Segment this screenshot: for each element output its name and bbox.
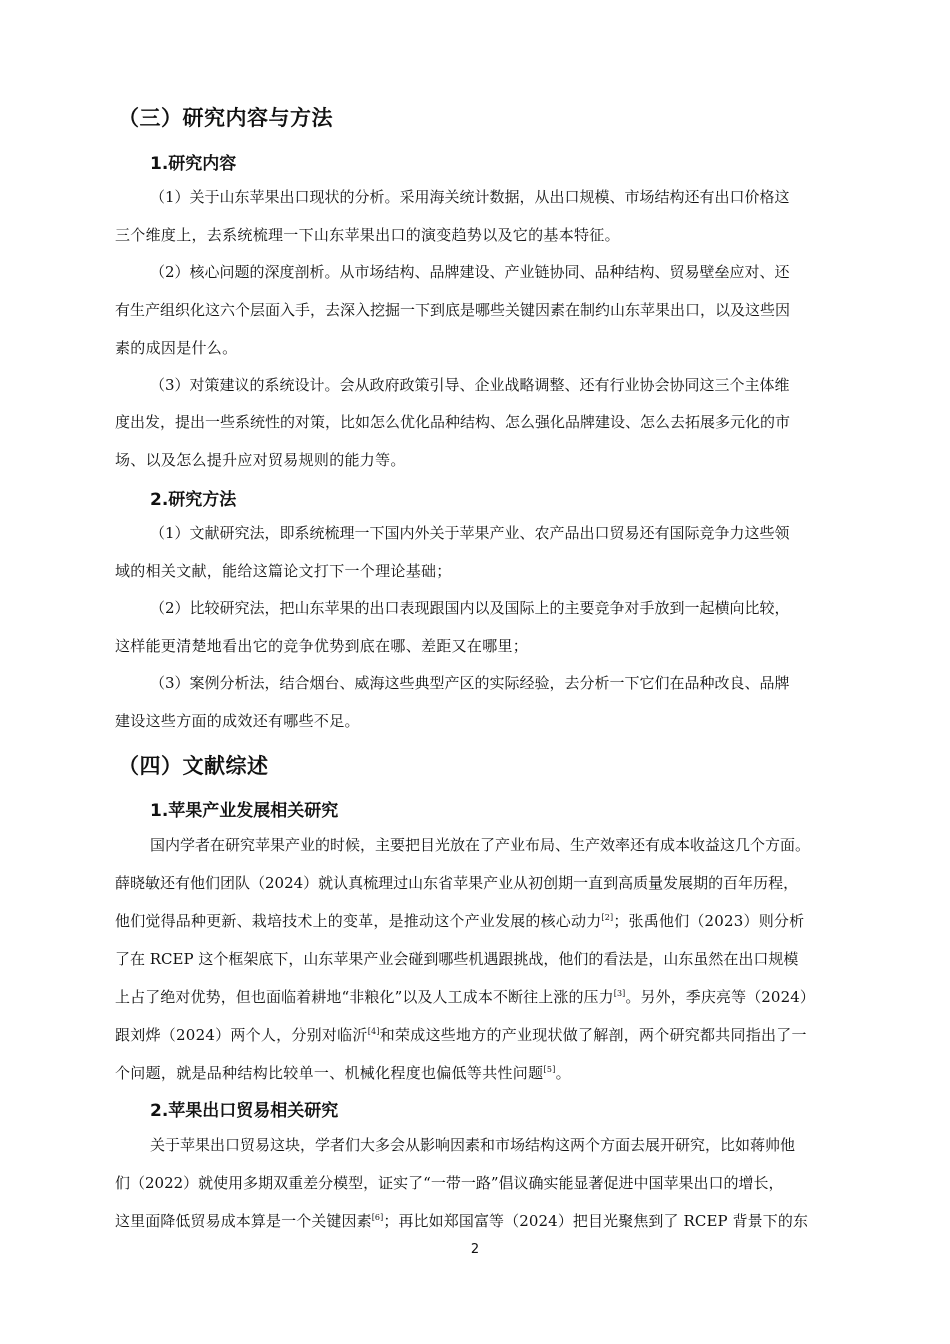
paragraph-line: 场、以及怎么提升应对贸易规则的能力等。 bbox=[115, 451, 406, 469]
subheading-apple-industry: 1.苹果产业发展相关研究 bbox=[150, 801, 339, 821]
text-run: 这里面降低贸易成本算是一个关键因素 bbox=[115, 1212, 372, 1230]
page-number: 2 bbox=[470, 1242, 480, 1257]
text-run: ；张禹他们（2023）则分析 bbox=[613, 912, 805, 930]
text-run: 和荣成这些地方的产业现状做了解剖，两个研究都共同指出了一 bbox=[379, 1026, 807, 1044]
subheading-research-content: 1.研究内容 bbox=[150, 154, 237, 174]
paragraph-line: 素的成因是什么。 bbox=[115, 339, 238, 357]
text-run: 个问题，就是品种结构比较单一、机械化程度也偏低等共性问题 bbox=[115, 1064, 544, 1082]
text-run: 跟刘烨（2024）两个人，分别对临沂 bbox=[115, 1026, 368, 1044]
paragraph-line bbox=[115, 986, 860, 1007]
paragraph-line: （2）比较研究法，把山东苹果的出口表现跟国内以及国际上的主要竞争对手放到一起横向比较， bbox=[150, 599, 790, 617]
paragraph-line: 这样能更清楚地看出它的竞争优势到底在哪、差距又在哪里； bbox=[115, 637, 529, 655]
citation-ref: [5] bbox=[543, 1065, 556, 1074]
paragraph-line bbox=[115, 1210, 860, 1231]
paragraph-line: 国内学者在研究苹果产业的时候，主要把目光放在了产业布局、生产效率还有成本收益这几个方面。 bbox=[150, 836, 811, 854]
paragraph-line: 度出发，提出一些系统性的对策，比如怎么优化品种结构、怎么强化品牌建设、怎么去拓展多元化的市 bbox=[115, 413, 791, 431]
citation-ref: [4] bbox=[367, 1027, 380, 1036]
paragraph-line: （1）关于山东苹果出口现状的分析。采用海关统计数据，从出口规模、市场结构还有出口价格这 bbox=[150, 188, 790, 206]
text-run: 他们觉得品种更新、栽培技术上的变革，是推动这个产业发展的核心动力 bbox=[115, 912, 602, 930]
paragraph-line bbox=[115, 1024, 860, 1045]
text-run: ；再比如郑国富等（2024）把目光聚焦到了 RCEP 背景下的东 bbox=[383, 1212, 809, 1230]
text-run: 。另外，季庆亮等（2024） bbox=[625, 988, 815, 1006]
citation-ref: [6] bbox=[371, 1213, 384, 1222]
paragraph-line: （2）核心问题的深度剖析。从市场结构、品牌建设、产业链协同、品种结构、贸易壁垒应对、还 bbox=[150, 263, 790, 281]
citation-ref: [3] bbox=[613, 989, 626, 998]
paragraph-line: 了在 RCEP 这个框架底下，山东苹果产业会碰到哪些机遇跟挑战，他们的看法是，山东虽然在出口规模 bbox=[115, 950, 799, 968]
paragraph-line: 们（2022）就使用多期双重差分模型，证实了“一带一路”倡议确实能显著促进中国苹果出口的增长， bbox=[115, 1174, 784, 1192]
paragraph-line: 域的相关文献，能给这篇论文打下一个理论基础； bbox=[115, 562, 452, 580]
subheading-apple-export: 2.苹果出口贸易相关研究 bbox=[150, 1101, 339, 1121]
subheading-research-method: 2.研究方法 bbox=[150, 490, 237, 510]
paragraph-line: 三个维度上，去系统梳理一下山东苹果出口的演变趋势以及它的基本特征。 bbox=[115, 226, 620, 244]
paragraph-line: 建设这些方面的成效还有哪些不足。 bbox=[115, 712, 360, 730]
paragraph-line bbox=[115, 1062, 571, 1083]
paragraph-line: 薛晓敏还有他们团队（2024）就认真梳理过山东省苹果产业从初创期一直到高质量发展期的百年历程， bbox=[115, 874, 799, 892]
section-heading-4: （四）文献综述 bbox=[118, 754, 269, 778]
section-heading-3: （三）研究内容与方法 bbox=[118, 106, 333, 130]
paragraph-line: （3）案例分析法，结合烟台、威海这些典型产区的实际经验，去分析一下它们在品种改良、品牌 bbox=[150, 674, 790, 692]
text-run: 。 bbox=[555, 1064, 571, 1082]
text-run: 上占了绝对优势，但也面临着耕地“非粮化”以及人工成本不断往上涨的压力 bbox=[115, 988, 614, 1006]
paragraph-line: 关于苹果出口贸易这块，学者们大多会从影响因素和市场结构这两个方面去展开研究，比如蒋帅他 bbox=[150, 1136, 796, 1154]
paragraph-line: （3）对策建议的系统设计。会从政府政策引导、企业战略调整、还有行业协会协同这三个主体维 bbox=[150, 376, 790, 394]
paragraph-line: （1）文献研究法，即系统梳理一下国内外关于苹果产业、农产品出口贸易还有国际竞争力这些领 bbox=[150, 524, 790, 542]
citation-ref: [2] bbox=[601, 913, 614, 922]
paragraph-line bbox=[115, 910, 860, 931]
paragraph-line: 有生产组织化这六个层面入手，去深入挖掘一下到底是哪些关键因素在制约山东苹果出口，以及这些因 bbox=[115, 301, 791, 319]
